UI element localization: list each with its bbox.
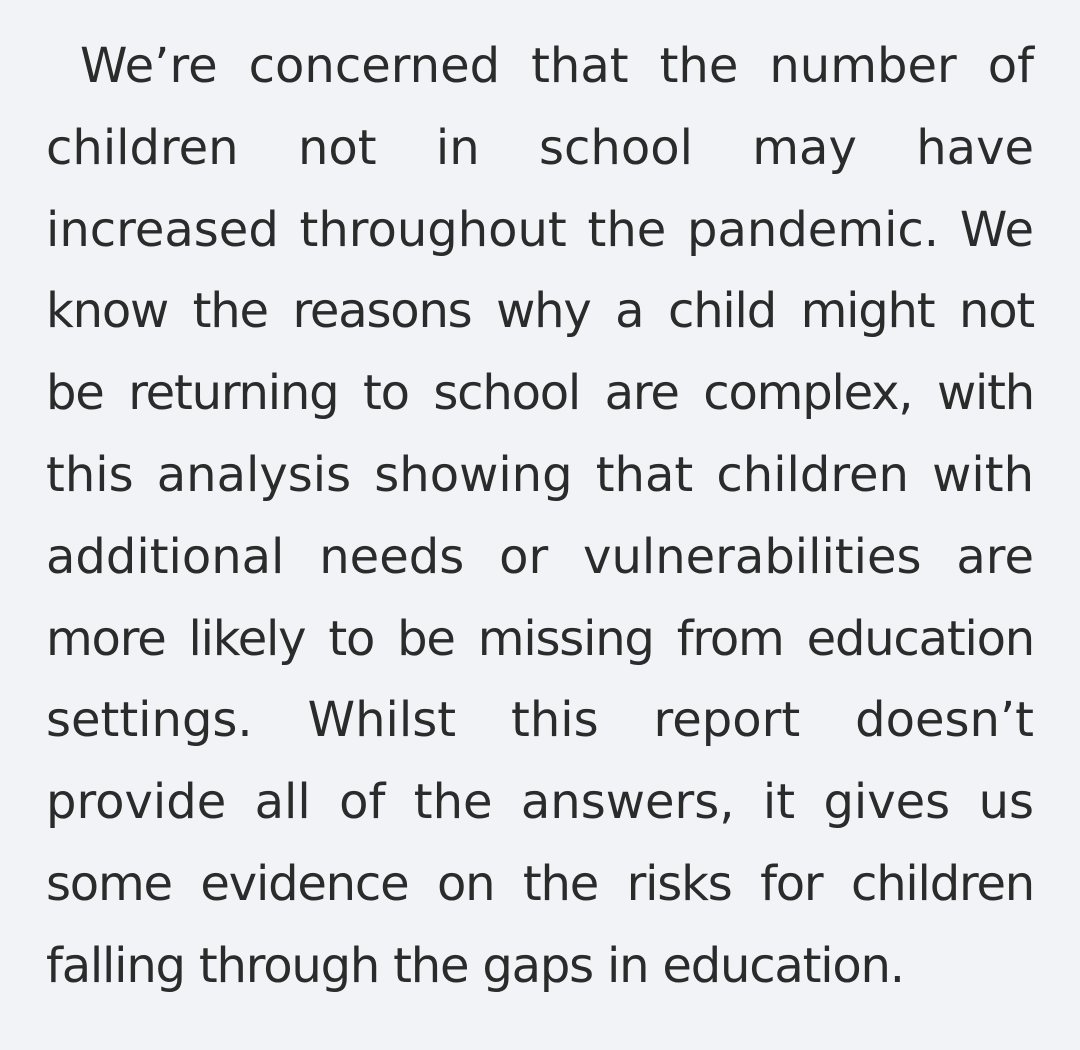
text-line: We’re concerned that the number of (80, 38, 1034, 94)
text-line: this analysis showing that children with (46, 446, 1034, 503)
text-line: falling through the gaps in education. (46, 937, 904, 994)
statement-paragraph (46, 26, 1034, 1008)
text-line: provide all of the answers, it gives us (46, 774, 1034, 831)
text-line: additional needs or vulnerabilities are (46, 528, 1034, 585)
text-line: children not in school may have (46, 119, 1034, 176)
text-line: more likely to be missing from education (46, 610, 1034, 667)
text-line: know the reasons why a child might not (46, 283, 1034, 340)
text-line: settings. Whilst this report doesn’t (46, 692, 1034, 749)
text-line: be returning to school are complex, with (46, 365, 1034, 422)
text-line: increased throughout the pandemic. We (46, 201, 1034, 258)
text-line: some evidence on the risks for children (46, 855, 1034, 912)
